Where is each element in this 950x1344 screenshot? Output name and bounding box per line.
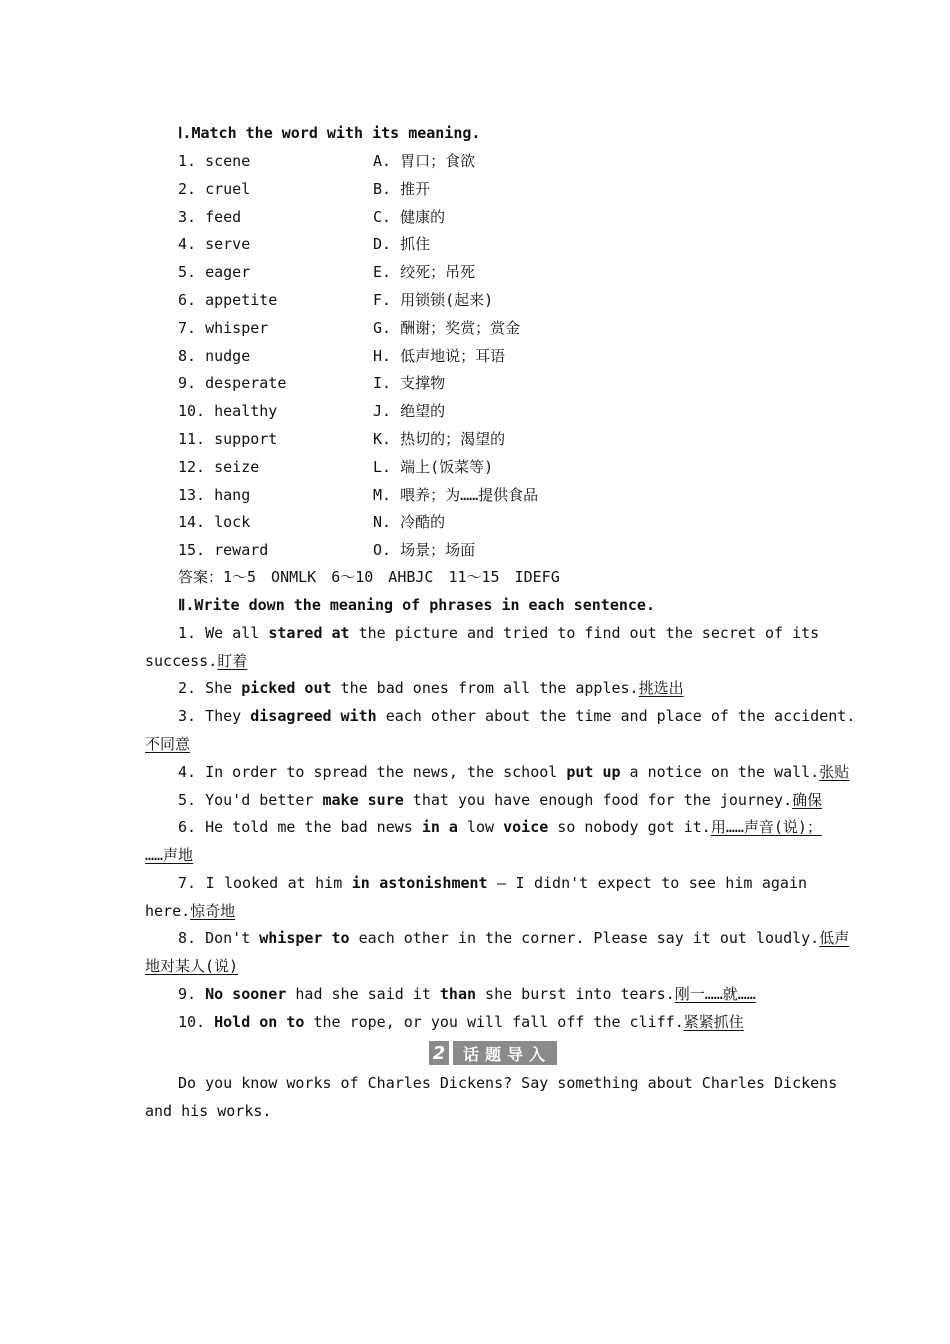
match-row — [178, 318, 840, 338]
phrase: make sure — [322, 791, 404, 809]
match-row — [178, 540, 840, 560]
match-meaning: A. 胃口；食欲 — [373, 152, 476, 170]
phrase: put up — [566, 763, 621, 781]
answer-meaning: 确保 — [792, 791, 823, 809]
answer-meaning: 张贴 — [819, 763, 850, 781]
match-meaning: N. 冷酷的 — [373, 513, 446, 531]
match-row — [178, 429, 840, 449]
answer-meaning: ……声地 — [145, 846, 194, 864]
sentence-7-cont: here.惊奇地 — [145, 902, 236, 920]
sentence-6-cont — [145, 845, 807, 865]
match-meaning: M. 喂养；为……提供食品 — [373, 486, 539, 504]
match-row — [178, 207, 840, 227]
match-row — [178, 151, 840, 171]
answer-meaning: 低声 — [819, 929, 850, 947]
sentence-3-cont — [145, 734, 807, 754]
sentence-10: 10. Hold on to the rope, or you will fall off the cliff.紧紧抓住 — [178, 1013, 744, 1031]
match-word: 12. seize — [178, 458, 260, 476]
match-word: 15. reward — [178, 541, 269, 559]
sentence-4: 4. In order to spread the news, the school put up a notice on the wall.张贴 — [178, 763, 850, 781]
phrase: stared at — [268, 624, 350, 642]
match-row — [178, 346, 840, 366]
sentence-8: 8. Don't whisper to each other in the corner. Please say it out loudly.低声 — [178, 929, 850, 947]
answer-meaning: 用……声音(说)； — [710, 818, 822, 836]
match-meaning: G. 酬谢；奖赏；赏金 — [373, 319, 521, 337]
sentence-5: 5. You'd better make sure that you have enough food for the journey.确保 — [178, 791, 823, 809]
section-2-heading: Ⅱ.Write down the meaning of phrases in each sentence. — [178, 596, 655, 614]
match-row — [178, 234, 840, 254]
phrase: whisper to — [259, 929, 350, 947]
answer-meaning: 惊奇地 — [190, 902, 236, 920]
phrase: in astonishment — [351, 874, 488, 892]
match-row — [178, 512, 840, 532]
match-row — [178, 401, 840, 421]
answer-key: 答案：1～5 ONMLK 6～10 AHBJC 11～15 IDEFG — [178, 568, 560, 586]
match-word: 6. appetite — [178, 291, 278, 309]
phrase: Hold on to — [214, 1013, 305, 1031]
topic-prompt-cont: and his works. — [145, 1102, 272, 1120]
answer-meaning: 紧紧抓住 — [683, 1013, 744, 1031]
sentence-2: 2. She picked out the bad ones from all the apples.挑选出 — [178, 679, 684, 697]
match-meaning: L. 端上(饭菜等) — [373, 458, 494, 476]
match-word: 13. hang — [178, 486, 251, 504]
match-meaning: I. 支撑物 — [373, 374, 446, 392]
sentence-9: 9. No sooner had she said it than she burst into tears.刚一……就…… — [178, 985, 756, 1003]
phrase: No sooner — [205, 985, 287, 1003]
match-meaning: E. 绞死；吊死 — [373, 263, 476, 281]
sentence-1-cont: success.盯着 — [145, 652, 248, 670]
match-row — [178, 457, 840, 477]
phrase: disagreed with — [250, 707, 377, 725]
match-word: 1. scene — [178, 152, 251, 170]
match-row — [178, 179, 840, 199]
match-meaning: H. 低声地说；耳语 — [373, 347, 506, 365]
topic-banner — [429, 1041, 557, 1065]
match-meaning: B. 推开 — [373, 180, 431, 198]
sentence-6: 6. He told me the bad news in a low voice so nobody got it.用……声音(说)； — [178, 818, 822, 836]
section-1-heading: Ⅰ.Match the word with its meaning. — [178, 124, 481, 142]
match-meaning: C. 健康的 — [373, 208, 446, 226]
match-word: 10. healthy — [178, 402, 278, 420]
answer-meaning: 盯着 — [217, 652, 248, 670]
match-word: 5. eager — [178, 263, 251, 281]
match-word: 2. cruel — [178, 180, 251, 198]
sentence-7: 7. I looked at him in astonishment — I didn't expect to see him again — [178, 874, 808, 892]
answer-meaning: 不同意 — [145, 735, 191, 753]
answer-meaning: 地对某人(说) — [145, 957, 239, 975]
phrase: voice — [503, 818, 549, 836]
phrase: than — [439, 985, 477, 1003]
match-meaning: O. 场景；场面 — [373, 541, 476, 559]
match-meaning: K. 热切的；渴望的 — [373, 430, 506, 448]
match-word: 4. serve — [178, 235, 251, 253]
match-word: 3. feed — [178, 208, 242, 226]
match-word: 14. lock — [178, 513, 251, 531]
phrase: picked out — [241, 679, 332, 697]
sentence-8-cont — [145, 956, 807, 976]
match-word: 7. whisper — [178, 319, 269, 337]
phrase: in a — [421, 818, 458, 836]
match-row — [178, 262, 840, 282]
match-row — [178, 373, 840, 393]
topic-title: 话题导入 — [453, 1041, 557, 1065]
match-word: 8. nudge — [178, 347, 251, 365]
answer-meaning: 刚一……就…… — [674, 985, 756, 1003]
section-number-badge: 2 — [429, 1041, 449, 1065]
match-meaning: D. 抓住 — [373, 235, 431, 253]
match-row — [178, 485, 840, 505]
sentence-1: 1. We all stared at the picture and tried to find out the secret of its — [178, 624, 820, 642]
topic-prompt: Do you know works of Charles Dickens? Say something about Charles Dickens — [178, 1074, 838, 1092]
sentence-3: 3. They disagreed with each other about the time and place of the accident. — [178, 707, 856, 725]
match-word: 9. desperate — [178, 374, 287, 392]
match-word: 11. support — [178, 430, 278, 448]
match-meaning: J. 绝望的 — [373, 402, 446, 420]
match-row — [178, 290, 840, 310]
match-meaning: F. 用锁锁(起来) — [373, 291, 494, 309]
answer-meaning: 挑选出 — [638, 679, 684, 697]
